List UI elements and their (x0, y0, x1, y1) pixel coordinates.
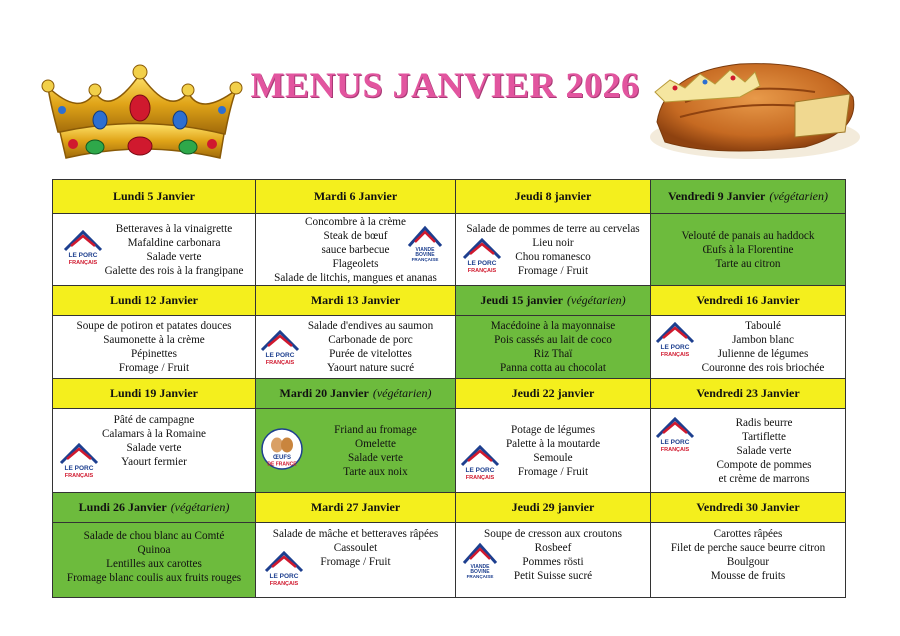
day-header: Lundi 5 Janvier (53, 180, 256, 214)
menu-items (286, 316, 455, 378)
menu-item: Betteraves à la vinaigrette (115, 222, 233, 235)
day-menu (256, 316, 456, 379)
menu-items (53, 409, 255, 492)
day-menu (53, 409, 256, 493)
menu-item: Salade de litchis, mangues et ananas (274, 271, 437, 284)
svg-text:VIANDE: VIANDE (415, 247, 435, 253)
menu-item: Saumonette à la crème (103, 334, 205, 346)
menu-item: Cassoulet (333, 542, 378, 554)
menu-items (456, 316, 650, 378)
menu-item: Pommes rösti (522, 556, 584, 568)
menu-item: Salade de mâche et betteraves râpées (272, 528, 439, 540)
menu-item: Soupe de potiron et patates douces (76, 320, 232, 332)
menu-item: Salade d'endives au saumon (307, 320, 434, 332)
day-menu-vegetarian (651, 214, 845, 286)
svg-text:LE PORC: LE PORC (465, 467, 495, 474)
page-title: MENUS JANVIER 2026 (250, 65, 640, 105)
menu-item: Velouté de panais au haddock (681, 229, 815, 242)
menu-item: Jambon blanc (732, 334, 794, 346)
day-header-vegetarian: Lundi 26 Janvier (végétarien) (53, 493, 256, 523)
menu-item: Rosbeef (534, 542, 572, 554)
svg-text:FRANÇAISE: FRANÇAISE (411, 257, 439, 262)
menu-item: Mafaldine carbonara (127, 236, 221, 249)
menu-item: Friand au fromage (334, 423, 417, 436)
menu-item: sauce barbecue (321, 243, 390, 256)
menu-item: Salade verte (146, 250, 202, 263)
svg-text:FRANÇAIS: FRANÇAIS (68, 260, 98, 266)
menu-item: Fromage / Fruit (517, 264, 589, 277)
menu-items (683, 409, 845, 492)
menu-item: Omelette (354, 437, 396, 450)
svg-text:LE PORC: LE PORC (660, 344, 690, 351)
day-menu (651, 523, 845, 597)
svg-text:FRANÇAIS: FRANÇAIS (465, 475, 495, 481)
menu-item: Fromage blanc coulis aux fruits rouges (66, 572, 242, 584)
day-header: Vendredi 30 Janvier (651, 493, 845, 523)
crown-illustration (40, 62, 245, 172)
svg-text:FRANÇAIS: FRANÇAIS (660, 352, 690, 358)
day-header-vegetarian: Mardi 20 Janvier (végétarien) (256, 379, 456, 409)
menu-item: Chou romanesco (515, 250, 591, 263)
svg-text:LE PORC: LE PORC (265, 352, 295, 359)
day-menu (53, 214, 256, 286)
menu-item: Salade verte (348, 451, 403, 464)
menu-item: Lentilles aux carottes (106, 558, 202, 570)
svg-text:FRANÇAISE: FRANÇAISE (466, 574, 494, 579)
menu-item: Galette des rois à la frangipane (104, 264, 244, 277)
menu-item: Carbonade de porc (328, 334, 413, 346)
svg-text:VIANDE: VIANDE (470, 564, 490, 570)
menu-item: Salade de chou blanc au Comté (83, 530, 225, 542)
menu-item: Salade de pommes de terre au cervelas (466, 222, 640, 235)
svg-text:FRANÇAIS: FRANÇAIS (64, 473, 94, 479)
menu-item: Pâté de campagne (113, 414, 195, 426)
svg-text:FRANÇAIS: FRANÇAIS (467, 268, 497, 274)
day-header: Lundi 12 Janvier (53, 286, 256, 316)
menu-item: Palette à la moutarde (505, 437, 601, 450)
menu-item: Quinoa (137, 544, 171, 556)
day-menu (53, 316, 256, 379)
menu-item: Filet de perche sauce beurre citron (670, 542, 826, 554)
menu-items (256, 523, 455, 597)
day-menu (456, 523, 651, 597)
svg-text:LE PORC: LE PORC (64, 465, 94, 472)
menu-item: Lieu noir (532, 236, 574, 249)
menu-item: et crème de marrons (718, 472, 810, 485)
day-menu (456, 214, 651, 286)
day-menu-vegetarian (53, 523, 256, 597)
menu-item: Julienne de légumes (717, 348, 809, 360)
menu-item: Salade verte (736, 444, 792, 457)
menu-item: Petit Suisse sucré (513, 570, 593, 582)
menu-items (681, 316, 845, 378)
menu-items (456, 523, 650, 597)
menu-items (53, 316, 255, 378)
menu-item: Taboulé (745, 320, 781, 332)
menu-item: Yaourt nature sucré (326, 362, 415, 374)
menu-item: Tarte au citron (715, 257, 781, 270)
menu-item: Concombre à la crème (305, 215, 406, 228)
menu-item: Flageolets (332, 257, 379, 270)
day-header: Lundi 19 Janvier (53, 379, 256, 409)
menu-item: Boulgour (726, 556, 770, 568)
svg-text:BOVINE: BOVINE (470, 569, 490, 575)
menu-item: Steak de bœuf (323, 229, 388, 242)
svg-text:DE FRANCE: DE FRANCE (267, 461, 297, 468)
menu-item: Potage de légumes (511, 423, 595, 436)
menu-item: Œufs à la Florentine (702, 243, 794, 256)
day-header: Vendredi 16 Janvier (651, 286, 845, 316)
svg-text:FRANÇAIS: FRANÇAIS (660, 447, 690, 453)
menu-item: Fromage / Fruit (320, 556, 391, 568)
day-header: Jeudi 22 janvier (456, 379, 651, 409)
day-header: Mardi 6 Janvier (256, 180, 456, 214)
menu-items (93, 214, 255, 285)
svg-text:FRANÇAIS: FRANÇAIS (269, 581, 299, 587)
menu-item: Yaourt fermier (121, 456, 187, 468)
menu-item: Carottes râpées (713, 528, 783, 540)
day-header-vegetarian: Vendredi 9 Janvier (végétarien) (651, 180, 845, 214)
menu-items (651, 214, 845, 285)
menu-item: Pois cassés au lait de coco (494, 334, 612, 346)
menu-item: Soupe de cresson aux croutons (484, 528, 622, 540)
svg-text:ŒUFS: ŒUFS (273, 455, 291, 461)
menu-grid (52, 179, 846, 598)
day-menu (651, 316, 845, 379)
day-menu (651, 409, 845, 493)
menu-item: Fromage / Fruit (517, 465, 589, 478)
day-header: Mardi 27 Janvier (256, 493, 456, 523)
menu-item: Tartiflette (742, 430, 786, 443)
day-menu (256, 214, 456, 286)
menu-items (256, 214, 455, 285)
day-header: Mardi 13 Janvier (256, 286, 456, 316)
menu-item: Purée de vitelottes (329, 348, 412, 360)
galette-illustration (645, 42, 865, 167)
day-menu (456, 409, 651, 493)
svg-text:LE PORC: LE PORC (660, 439, 690, 446)
svg-text:LE PORC: LE PORC (269, 573, 299, 580)
menu-item: Riz Thaï (533, 348, 573, 360)
menu-item: Compote de pommes (716, 458, 812, 471)
menu-item: Macédoine à la mayonnaise (490, 320, 616, 332)
menu-item: Calamars à la Romaine (101, 428, 207, 440)
day-header: Vendredi 23 Janvier (651, 379, 845, 409)
svg-text:LE PORC: LE PORC (467, 260, 497, 267)
svg-text:BOVINE: BOVINE (415, 252, 435, 258)
menu-item: Tarte aux noix (343, 465, 408, 478)
svg-text:LE PORC: LE PORC (68, 252, 98, 259)
day-menu (256, 523, 456, 597)
menu-items (53, 523, 255, 597)
menu-item: Mousse de fruits (710, 570, 786, 582)
menu-items (296, 409, 455, 492)
day-menu-vegetarian (256, 409, 456, 493)
menu-items (456, 214, 650, 285)
svg-text:FRANÇAIS: FRANÇAIS (265, 360, 295, 366)
menu-item: Fromage / Fruit (118, 362, 190, 374)
day-header: Jeudi 29 janvier (456, 493, 651, 523)
menu-item: Salade verte (126, 442, 182, 454)
menu-item: Radis beurre (735, 416, 793, 429)
menu-item: Pépinettes (131, 348, 177, 360)
day-header-vegetarian: Jeudi 15 janvier (végétarien) (456, 286, 651, 316)
menu-item: Couronne des rois briochée (701, 362, 825, 374)
day-menu-vegetarian (456, 316, 651, 379)
day-header: Jeudi 8 janvier (456, 180, 651, 214)
menu-item: Panna cotta au chocolat (500, 362, 606, 374)
menu-items (456, 409, 650, 492)
menu-item: Semoule (533, 451, 573, 464)
menu-items (651, 523, 845, 597)
